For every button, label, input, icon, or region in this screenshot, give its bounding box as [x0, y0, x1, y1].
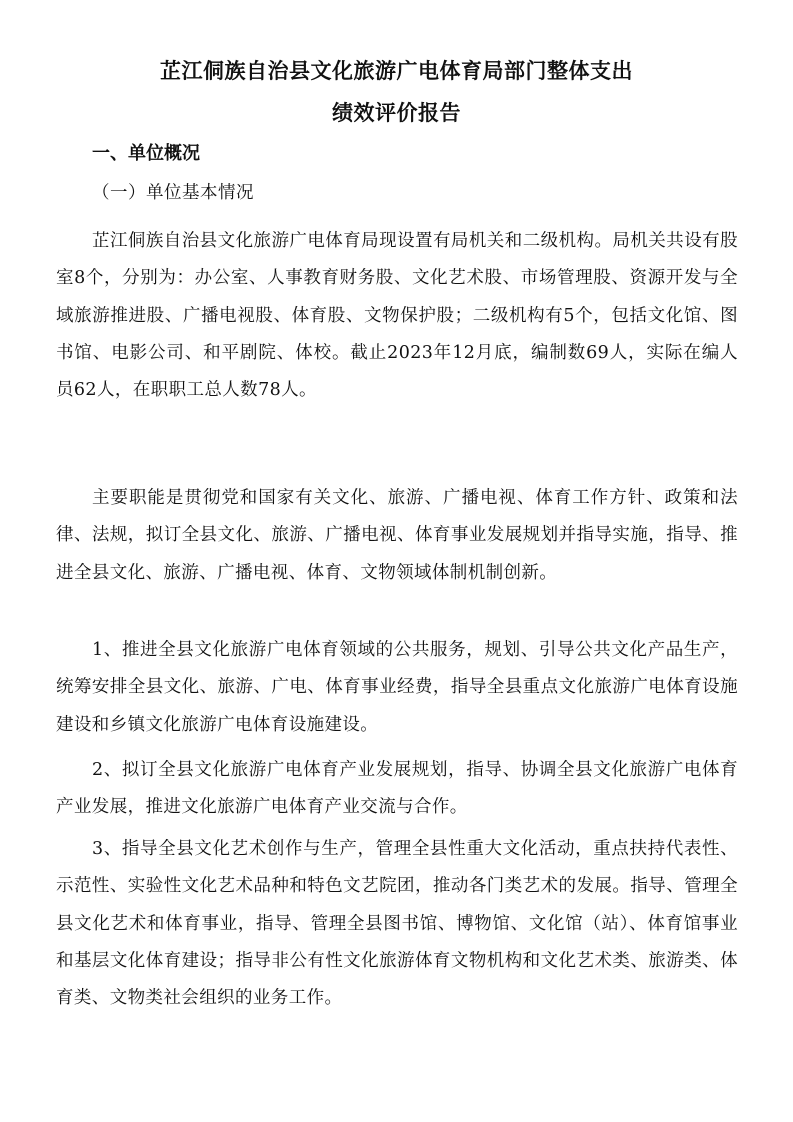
paragraph-organization: 芷江侗族自治县文化旅游广电体育局现设置有局机关和二级机构。局机关共设有股室8个，分别为：办公室、人事教育财务股、文化艺术股、市场管理股、资源开发与全域旅游推进股、广播电视股、体育股、文物保护股；二级机构有5个，包括文化馆、图书馆、电影公司、和平剧院、体校。截止2023年12月底，编制数69人，实际在编人员62人，在职职工总人数78人。	[56, 231, 738, 401]
paragraph-function-3: 3、指导全县文化艺术创作与生产，管理全县性重大文化活动，重点扶持代表性、示范性、实验性文化艺术品种和特色文艺院团，推动各门类艺术的发展。指导、管理全县文化艺术和体育事业，指导、管理全县图书馆、博物馆、文化馆（站）、体育馆事业和基层文化体育建设；指导非公有性文化旅游体育文物机构和文化艺术类、旅游类、体育类、文物类社会组织的业务工作。	[56, 839, 738, 1009]
paragraph-function-2: 2、拟订全县文化旅游广电体育产业发展规划，指导、协调全县文化旅游广电体育产业发展，推进文化旅游广电体育产业交流与合作。	[56, 760, 738, 818]
section-heading-unit-overview: 一、单位概况	[92, 143, 200, 164]
document-title-line1: 芷江侗族自治县文化旅游广电体育局部门整体支出	[160, 59, 633, 83]
paragraph-main-functions: 主要职能是贯彻党和国家有关文化、旅游、广播电视、体育工作方针、政策和法律、法规，拟订全县文化、旅游、广播电视、体育事业发展规划并指导实施，指导、推进全县文化、旅游、广播电视、体育、文物领域体制机制创新。	[56, 488, 738, 583]
document-title-line2: 绩效评价报告	[332, 101, 461, 125]
paragraph-function-1: 1、推进全县文化旅游广电体育领域的公共服务，规划、引导公共文化产品生产，统筹安排全县文化、旅游、广电、体育事业经费，指导全县重点文化旅游广电体育设施建设和乡镇文化旅游广电体育设施建设。	[56, 640, 738, 735]
subsection-heading-basic-info: （一）单位基本情况	[92, 183, 254, 203]
